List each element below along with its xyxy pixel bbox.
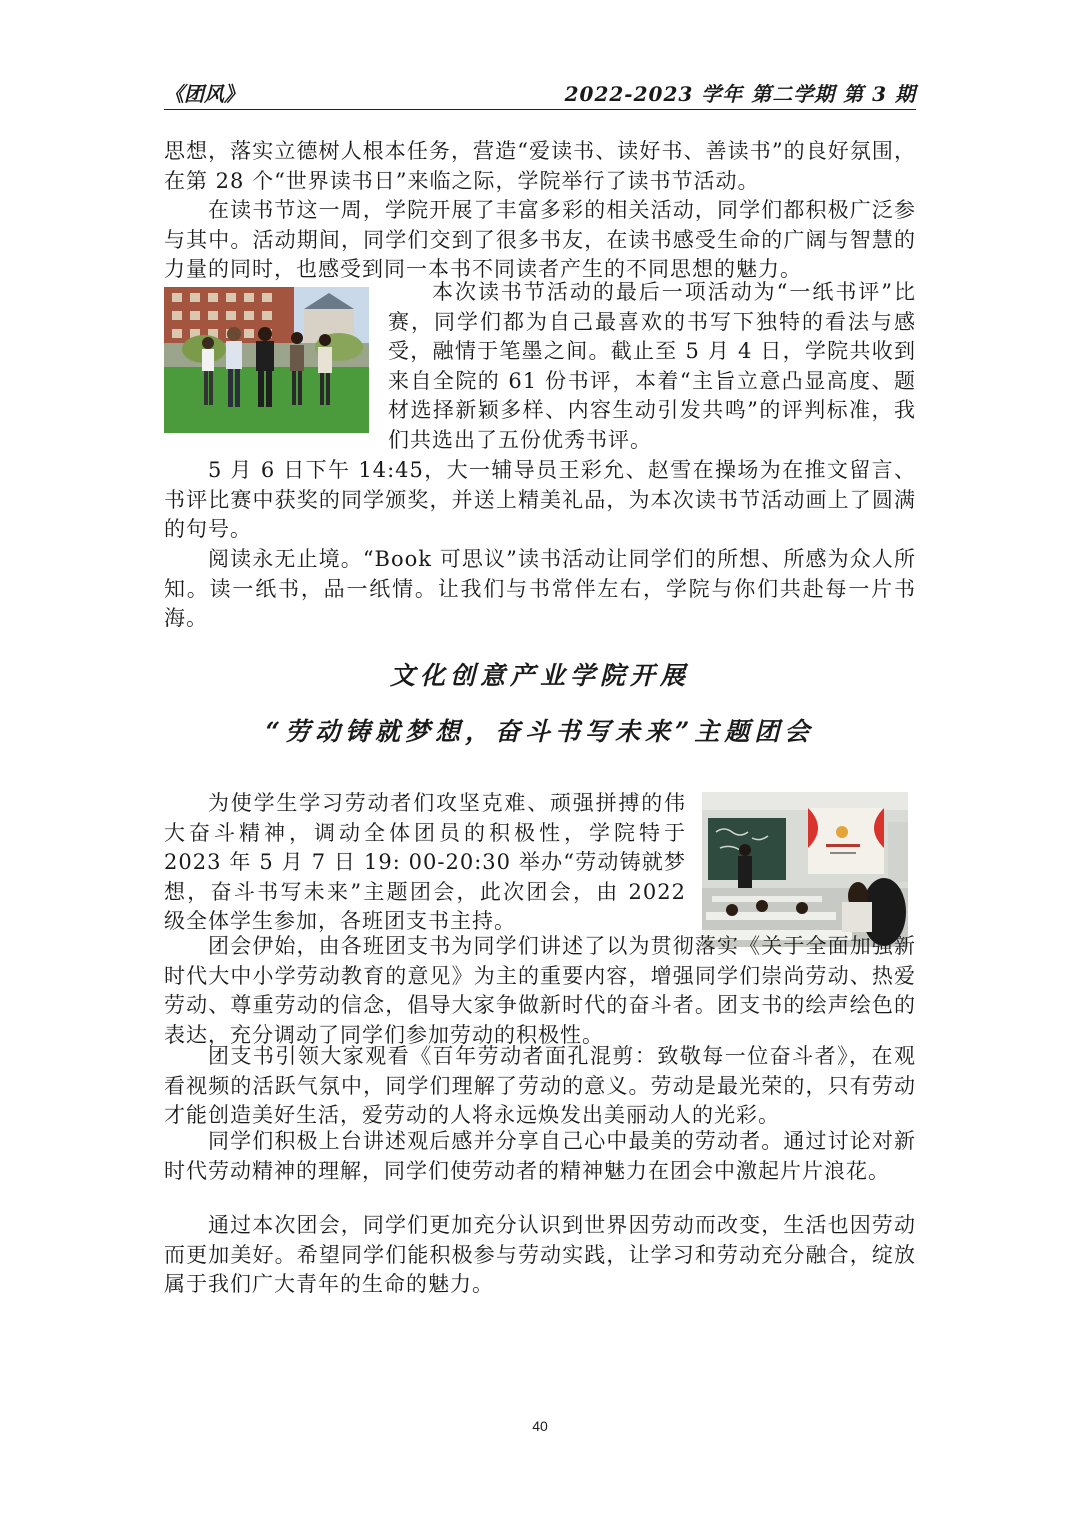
issue-info: 2022-2023 学年 第二学期 第 3 期	[564, 82, 916, 106]
article1-paragraph-5: 阅读永无止境。“Book 可思议”读书活动让同学们的所想、所感为众人所知。读一纸书，品一纸情。让我们与书常伴左右，学院与你们共赴每一片书海。	[164, 547, 916, 630]
article1-paragraph-3: 本次读书节活动的最后一项活动为“一纸书评”比赛，同学们都为自己最喜欢的书写下独特的看法与感受，融情于笔墨之间。截止至 5 月 4 日，学院共收到来自全院的 61 份书评，本着“主旨立意凸显高度、题材选择新颖多样、内容生动引发共鸣”的评判标准，我们共选出了五份优秀书评。	[388, 280, 916, 452]
journal-name: 《团风》	[164, 82, 244, 106]
article2-paragraph-1: 为使学生学习劳动者们攻坚克难、顽强拼搏的伟大奋斗精神，调动全体团员的积极性，学院特于 2023 年 5 月 7 日 19: 00-20:30 举办“劳动铸就梦想，奋斗书写未来”主题团会，此次团会，由 2022 级全体学生参加，各班团支书主持。	[164, 791, 686, 933]
header-divider	[164, 109, 916, 110]
article2-paragraph-5: 通过本次团会，同学们更加充分认识到世界因劳动而改变，生活也因劳动而更加美好。希望同学们能积极参与劳动实践，让学习和劳动充分融合，绽放属于我们广大青年的生命的魅力。	[164, 1213, 916, 1296]
article2-title-line-2: “劳动铸就梦想，奋斗书写未来”主题团会	[265, 717, 815, 746]
article1-paragraph-2: 在读书节这一周，学院开展了丰富多彩的相关活动，同学们都积极广泛参与其中。活动期间，同学们交到了很多书友，在读书感受生命的广阔与智慧的力量的同时，也感受到同一本书不同读者产生的不同思想的魅力。	[164, 198, 916, 281]
article1-paragraph-1: 思想，落实立德树人根本任务，营造“爱读书、读好书、善读书”的良好氛围，在第 28 个“世界读书日”来临之际，学院举行了读书节活动。	[164, 139, 916, 193]
article2-paragraph-4: 同学们积极上台讲述观后感并分享自己心中最美的劳动者。通过讨论对新时代劳动精神的理解，同学们使劳动者的精神魅力在团会中激起片片浪花。	[164, 1129, 916, 1183]
award-ceremony-photo	[164, 287, 369, 433]
page-number: 40	[532, 1418, 548, 1434]
team-meeting-photo	[702, 792, 908, 947]
page-header	[164, 78, 916, 108]
article2-paragraph-2: 团会伊始，由各班团支书为同学们讲述了以为贯彻落实《关于全面加强新时代大中小学劳动教育的意见》为主的重要内容，增强同学们崇尚劳动、热爱劳动、尊重劳动的信念，倡导大家争做新时代的奋斗者。团支书的绘声绘色的表达，充分调动了同学们参加劳动的积极性。	[164, 934, 916, 1047]
article2-title-line-1: 文化创意产业学院开展	[389, 661, 690, 690]
article1-paragraph-4: 5 月 6 日下午 14:45，大一辅导员王彩允、赵雪在操场为在推文留言、书评比赛中获奖的同学颁奖，并送上精美礼品，为本次读书节活动画上了圆满的句号。	[164, 458, 916, 541]
article2-paragraph-3: 团支书引领大家观看《百年劳动者面孔混剪：致敬每一位奋斗者》，在观看视频的活跃气氛中，同学们理解了劳动的意义。劳动是最光荣的，只有劳动才能创造美好生活，爱劳动的人将永远焕发出美丽动人的光彩。	[164, 1044, 916, 1127]
